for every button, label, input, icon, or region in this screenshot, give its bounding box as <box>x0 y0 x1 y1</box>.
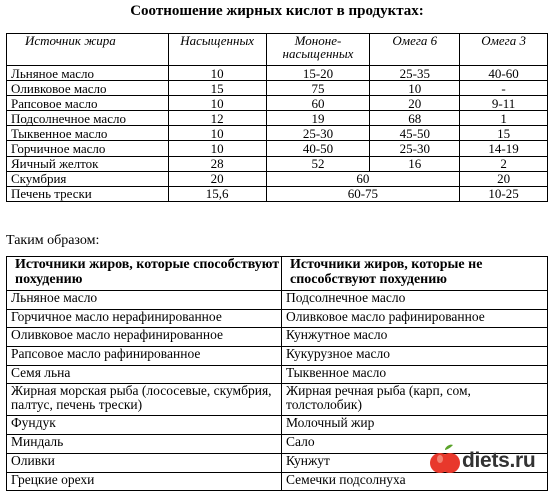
table-row <box>7 141 548 156</box>
food-name: Тыквенное масло <box>7 126 169 141</box>
table-row <box>7 126 548 141</box>
food-name: Печень трески <box>7 186 169 201</box>
mono-value: 19 <box>266 111 370 126</box>
table-row <box>7 384 548 416</box>
table-row <box>7 66 548 81</box>
page-title: Соотношение жирных кислот в продуктах: <box>130 3 424 19</box>
mono-omega6-merged-value: 60 <box>266 171 460 186</box>
table-row <box>7 171 548 186</box>
helps-item: Семя льна <box>7 365 282 384</box>
not-helps-item: Кукурузное масло <box>282 347 548 366</box>
table-row <box>7 347 548 366</box>
table-row <box>7 156 548 171</box>
helps-item: Фундук <box>7 416 282 435</box>
saturated-value: 20 <box>168 171 266 186</box>
omega3-value: 40-60 <box>460 66 548 81</box>
mono-value: 15-20 <box>266 66 370 81</box>
not-helps-item: Тыквенное масло <box>282 365 548 384</box>
omega3-value: - <box>460 81 548 96</box>
table-row <box>7 309 548 328</box>
helps-item: Жирная морская рыба (лососевые, скумбрия, палтус, печень трески) <box>7 384 282 416</box>
helps-item: Горчичное масло нерафинированное <box>7 309 282 328</box>
mono-omega6-merged-value: 60-75 <box>266 186 460 201</box>
food-name: Горчичное масло <box>7 141 169 156</box>
food-name: Подсолнечное масло <box>7 111 169 126</box>
omega3-value: 20 <box>460 171 548 186</box>
food-name: Яичный желток <box>7 156 169 171</box>
omega6-value: 68 <box>370 111 460 126</box>
not-helps-item: Молочный жир <box>282 416 548 435</box>
table-row <box>7 416 548 435</box>
not-helps-item: Кунжут <box>282 453 548 472</box>
food-name: Льняное масло <box>7 66 169 81</box>
food-name: Оливковое масло <box>7 81 169 96</box>
summary-label: Таким образом: <box>6 233 100 248</box>
mono-value: 52 <box>266 156 370 171</box>
table-row <box>7 186 548 201</box>
column-header-omega3: Омега 3 <box>460 34 548 66</box>
column-header-saturated: Насыщенных <box>168 34 266 66</box>
omega3-value: 14-19 <box>460 141 548 156</box>
mono-value: 75 <box>266 81 370 96</box>
omega6-value: 25-35 <box>370 66 460 81</box>
table-row <box>7 81 548 96</box>
not-helps-item: Жирная речная рыба (карп, сом, толстолобик) <box>282 384 548 416</box>
saturated-value: 10 <box>168 141 266 156</box>
omega3-value: 2 <box>460 156 548 171</box>
table-row <box>7 291 548 310</box>
helps-item: Оливковое масло нерафинированное <box>7 328 282 347</box>
logo-text: diets.ru <box>462 449 536 472</box>
table-row <box>7 111 548 126</box>
fatty-acid-table <box>6 33 548 202</box>
column-header-source: Источник жира <box>7 34 169 66</box>
omega3-value: 15 <box>460 126 548 141</box>
not-helps-item: Сало <box>282 435 548 454</box>
not-helps-item: Кунжутное масло <box>282 328 548 347</box>
omega3-value: 1 <box>460 111 548 126</box>
omega6-value: 45-50 <box>370 126 460 141</box>
table-row <box>7 365 548 384</box>
helps-item: Оливки <box>7 453 282 472</box>
saturated-value: 28 <box>168 156 266 171</box>
not-helps-item: Семечки подсолнуха <box>282 472 548 491</box>
saturated-value: 10 <box>168 66 266 81</box>
omega6-value: 16 <box>370 156 460 171</box>
table-row <box>7 96 548 111</box>
site-logo[interactable] <box>428 443 553 479</box>
apple-icon <box>428 443 462 477</box>
omega6-value: 10 <box>370 81 460 96</box>
mono-value: 60 <box>266 96 370 111</box>
helps-item: Грецкие орехи <box>7 472 282 491</box>
helps-item: Миндаль <box>7 435 282 454</box>
table-header-row <box>7 257 548 291</box>
not-helps-item: Оливковое масло рафинированное <box>282 309 548 328</box>
saturated-value: 12 <box>168 111 266 126</box>
column-header-monounsaturated: Мононе- насыщенных <box>266 34 370 66</box>
saturated-value: 15 <box>168 81 266 96</box>
omega3-value: 9-11 <box>460 96 548 111</box>
column-header-not-helps-weight-loss: Источники жиров, которые не способствуют похудению <box>282 257 548 291</box>
food-name: Скумбрия <box>7 171 169 186</box>
omega6-value: 20 <box>370 96 460 111</box>
mono-value: 40-50 <box>266 141 370 156</box>
helps-item: Рапсовое масло рафинированное <box>7 347 282 366</box>
saturated-value: 15,6 <box>168 186 266 201</box>
column-header-omega6: Омега 6 <box>370 34 460 66</box>
food-name: Рапсовое масло <box>7 96 169 111</box>
column-header-helps-weight-loss: Источники жиров, которые способствуют похудению <box>7 257 282 291</box>
table-row <box>7 328 548 347</box>
helps-item: Льняное масло <box>7 291 282 310</box>
not-helps-item: Подсолнечное масло <box>282 291 548 310</box>
table-header-row <box>7 34 548 66</box>
mono-value: 25-30 <box>266 126 370 141</box>
saturated-value: 10 <box>168 126 266 141</box>
saturated-value: 10 <box>168 96 266 111</box>
omega6-value: 25-30 <box>370 141 460 156</box>
omega3-value: 10-25 <box>460 186 548 201</box>
